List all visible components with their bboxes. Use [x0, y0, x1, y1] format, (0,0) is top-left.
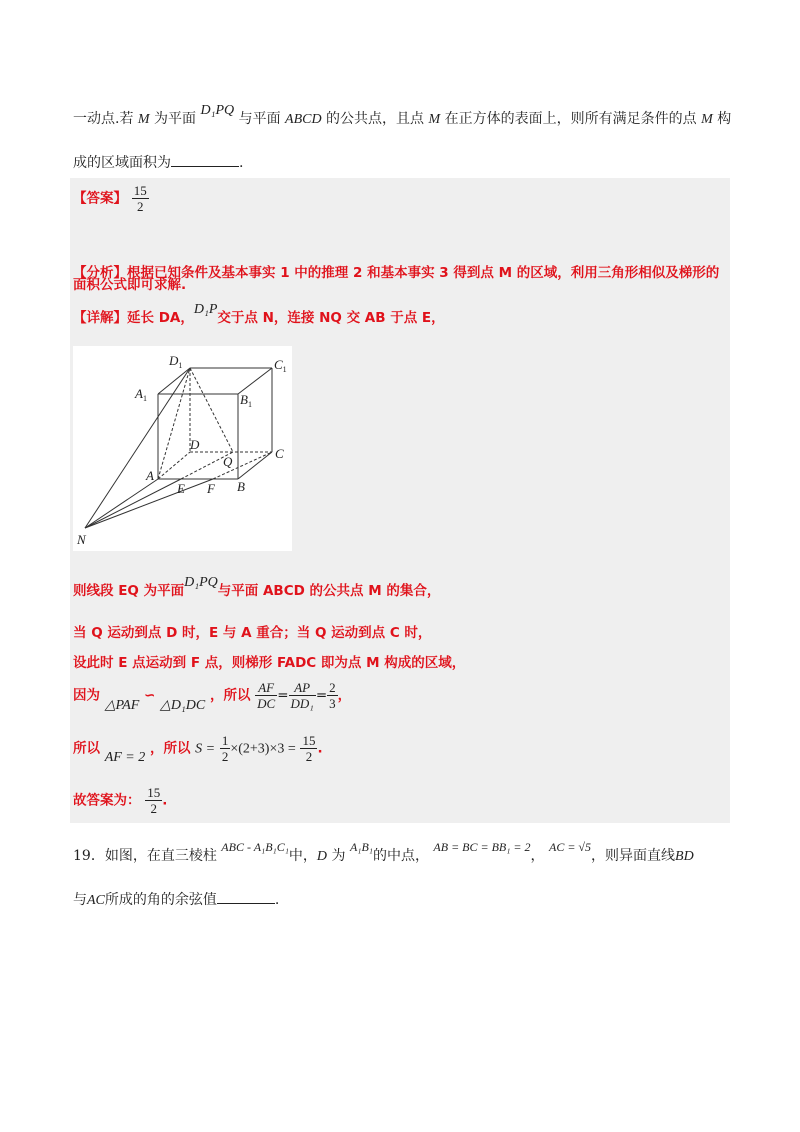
label-A: A	[146, 468, 154, 483]
expr-A1B1: A₁B₁	[349, 840, 373, 854]
solution-line6	[73, 785, 167, 816]
answer-fraction	[132, 183, 149, 214]
text: 面积公式即可求解.	[73, 277, 187, 293]
fraction-answer	[145, 785, 162, 816]
text: 交于点 N，连接 NQ 交 AB 于点 E，	[217, 310, 445, 326]
text: 成的区域面积为	[73, 155, 171, 171]
label-C: C	[275, 446, 284, 461]
text: .	[274, 892, 280, 908]
var-D: D	[316, 849, 328, 864]
text: 延长 DA，	[127, 310, 194, 326]
frac-numerator: AP	[289, 680, 316, 696]
var-M: M	[428, 112, 441, 127]
var-BD: BD	[675, 849, 694, 864]
answer-line	[73, 183, 149, 214]
text: .	[239, 155, 244, 171]
detail-label: 【详解】	[73, 310, 127, 326]
text: 则线段 EQ 为平面	[73, 583, 185, 599]
text: 中，	[288, 848, 317, 864]
text: 故答案为：	[73, 792, 141, 809]
label-C1: $C_1$	[274, 357, 287, 374]
edge-AD	[158, 452, 190, 479]
equals: =	[277, 687, 289, 704]
frac-numerator: 1	[221, 733, 229, 748]
text: 为平面	[149, 111, 201, 127]
label-B1: $B_1$	[240, 392, 252, 409]
label-B: B	[237, 479, 245, 494]
text: 为	[327, 848, 346, 864]
expr-AF-equals-2: AF = 2	[104, 749, 146, 765]
label-Q: Q	[223, 454, 233, 469]
analysis-label: 【分析】	[73, 265, 127, 281]
label-N: N	[77, 532, 86, 547]
text: 如图，在直三棱柱	[104, 848, 217, 864]
cube-diagram	[73, 346, 292, 551]
line-NA	[85, 479, 158, 528]
detail-line	[73, 302, 445, 327]
fraction-15-2	[300, 733, 317, 764]
text: 所成的角的余弦值	[104, 892, 217, 908]
text: ，所以	[149, 740, 191, 757]
frac-denominator: DD₁	[290, 696, 314, 711]
text: 所以	[73, 740, 100, 757]
plane-ABCD: ABCD	[285, 112, 322, 127]
text: ，则异面直线	[591, 848, 676, 864]
expr-S: S =	[195, 741, 216, 757]
problem19-line2	[73, 889, 279, 909]
edge-B1C1	[238, 368, 272, 394]
solution-line2	[73, 621, 431, 641]
fraction-1-2	[220, 733, 231, 764]
text: 与平面	[234, 111, 286, 127]
frac-denominator: 2	[150, 801, 157, 816]
text: 设此时 E 点运动到 F 点，则梯形 FADC 即为点 M 构成的区域，	[73, 655, 466, 671]
frac-denominator: 2	[221, 749, 229, 764]
expr-D1PQ: D₁PQ	[184, 575, 218, 590]
text: 当 Q 运动到点 D 时，E 与 A 重合；当 Q 运动到点 C 时，	[73, 625, 432, 641]
text: ，	[530, 848, 545, 864]
frac-denominator: 2	[305, 749, 313, 764]
fraction-2-3	[327, 680, 338, 711]
cube-figure	[73, 346, 292, 551]
frac-numerator: 15	[302, 733, 316, 748]
frac-numerator: 15	[147, 785, 161, 800]
problem-number: 19．	[73, 848, 105, 864]
problem19-line1	[73, 840, 694, 865]
expr-body: ×(2+3)×3 =	[230, 741, 296, 757]
plane-D1PQ: D₁PQ	[200, 103, 235, 118]
text: 根据已知条件及基本事实 1 中的推理 2 和基本事实 3 得到点 M 的区域，利用三角形相似及梯形的	[127, 265, 720, 281]
var-M: M	[137, 112, 150, 127]
text: 与	[73, 892, 87, 908]
equals: =	[315, 687, 328, 704]
expr-D1P: D₁P	[193, 302, 218, 317]
text: 的中点，	[372, 848, 429, 864]
similar-sign: ∽	[144, 687, 156, 704]
text: 一动点.若	[73, 111, 138, 127]
expr-triangle-PAF: △PAF	[104, 697, 140, 713]
text: 在正方体的表面上，则所有满足条件的点	[440, 111, 702, 127]
fraction-AF-DC	[255, 680, 277, 711]
answer-label: 【答案】	[73, 190, 127, 207]
text: .	[317, 740, 323, 757]
solution-line4	[73, 680, 351, 711]
problem18-line1	[73, 103, 732, 128]
label-D: D	[190, 437, 200, 452]
solution-line5	[73, 733, 323, 764]
text: ，	[337, 687, 352, 704]
answer-blank	[217, 889, 275, 904]
expr-prism: ABC - A₁B₁C₁	[221, 840, 289, 854]
frac-denominator: 2	[136, 199, 144, 214]
line-NF	[85, 479, 213, 528]
edge-A1D1	[158, 368, 190, 394]
solution-line3	[73, 651, 465, 671]
label-E: E	[177, 481, 185, 496]
frac-numerator: 15	[133, 183, 147, 198]
var-AC: AC	[87, 893, 105, 908]
frac-denominator: 3	[329, 696, 336, 711]
frac-numerator: AF	[255, 680, 277, 696]
text: ，所以	[209, 687, 251, 704]
label-F: F	[207, 481, 215, 496]
text: 因为	[73, 687, 100, 704]
text: 的公共点，且点	[321, 111, 429, 127]
solution-line1	[73, 575, 441, 600]
fraction-AP-DD1	[289, 680, 316, 711]
line-AD1	[158, 368, 190, 479]
text: 与平面 ABCD 的公共点 M 的集合，	[217, 583, 441, 599]
label-A1: $A_1$	[135, 386, 147, 403]
line-NE	[85, 479, 181, 528]
frac-numerator: 2	[329, 680, 336, 695]
text: .	[162, 792, 168, 809]
var-M: M	[701, 112, 713, 127]
answer-blank	[171, 152, 239, 167]
analysis-line2	[73, 273, 186, 293]
text: 构	[712, 111, 732, 127]
label-D1: $D_1$	[169, 353, 183, 370]
expr-AC: AC = √5	[548, 840, 592, 854]
expr-triangle-D1DC: △D₁DC	[160, 697, 206, 713]
frac-denominator: DC	[257, 696, 276, 711]
expr-lengths: AB = BC = BB₁ = 2	[433, 840, 531, 854]
problem18-line2	[73, 152, 243, 172]
